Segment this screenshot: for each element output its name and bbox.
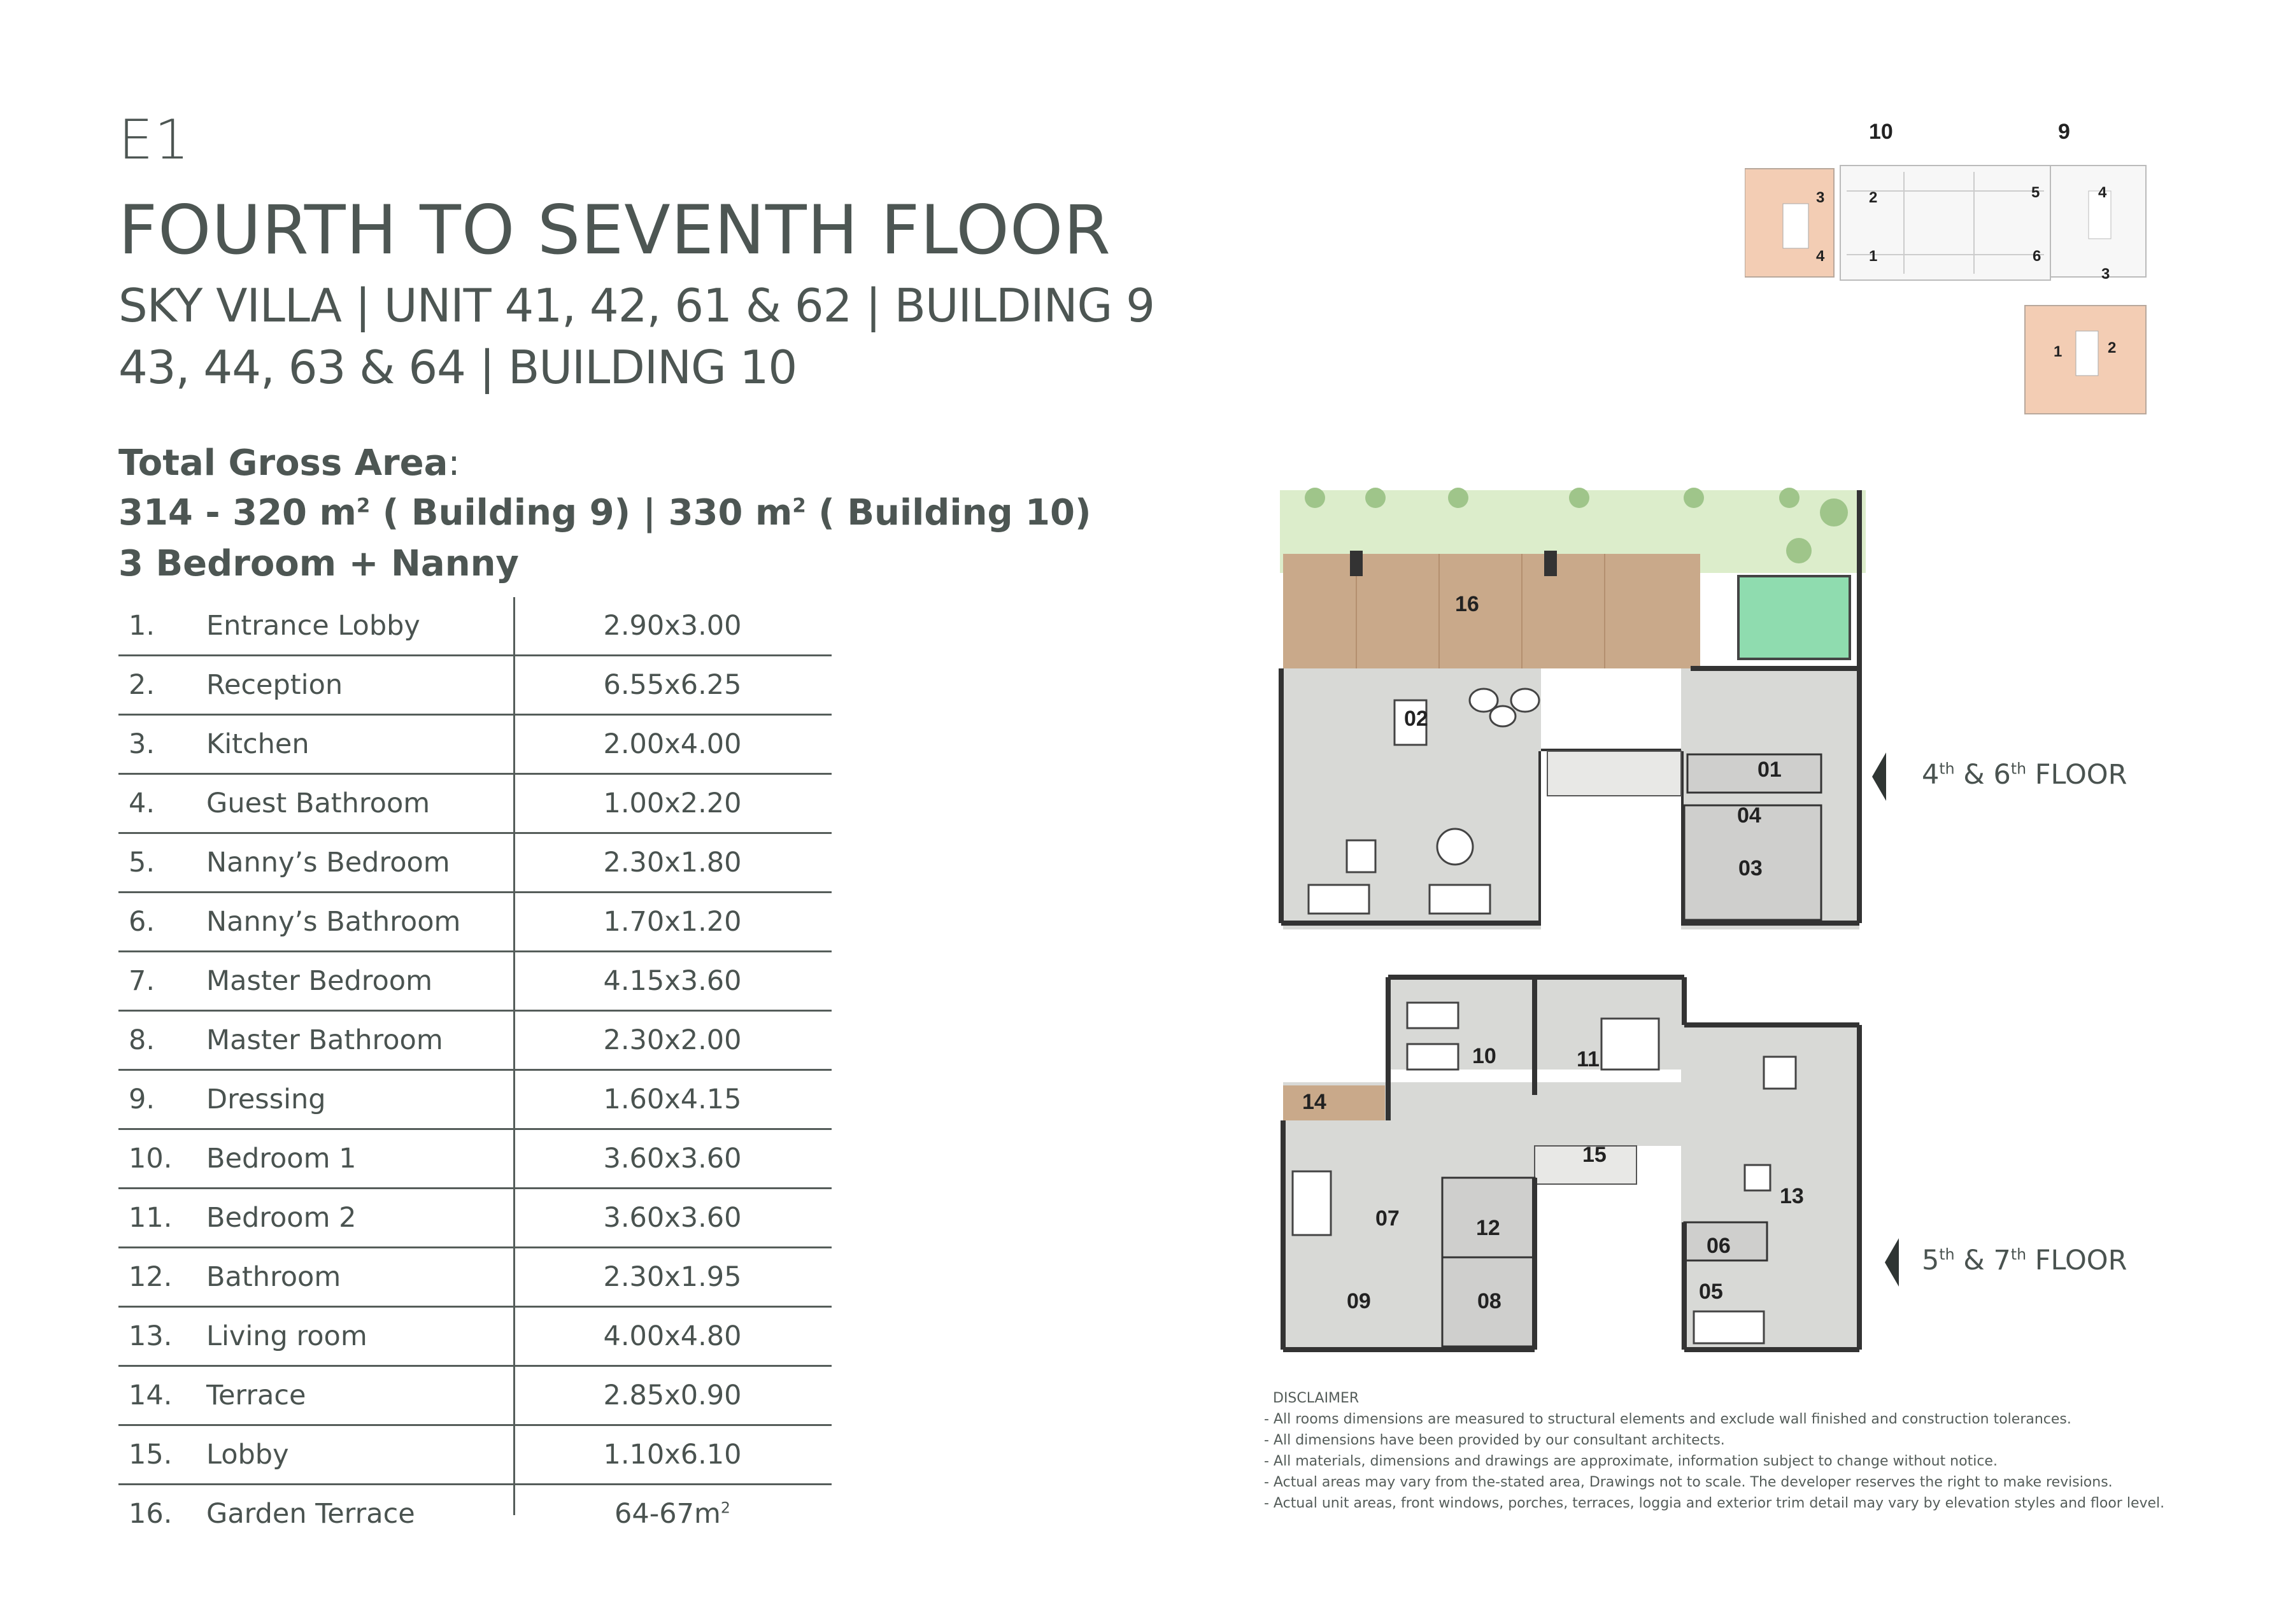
room-number: 1. [129, 610, 155, 642]
arrow-left-icon [1872, 752, 1886, 801]
room-name: Bathroom [206, 1261, 341, 1293]
disclaimer-item: - Actual unit areas, front windows, porches, terraces, loggia and exterior trim detail may vary by elevation styles and floor level. [1264, 1495, 2165, 1511]
room-dimensions: 3.60x3.60 [603, 1202, 742, 1234]
gross-area-label: Total Gross Area: [118, 442, 460, 484]
subtitle-line-1: SKY VILLA | UNIT 41, 42, 61 & 62 | BUILDING 9 [118, 279, 1154, 332]
room-dimensions: 1.00x2.20 [603, 787, 742, 819]
room-number: 7. [129, 965, 155, 997]
floor-plan-4th-6th [1274, 471, 1872, 929]
room-dimensions: 2.85x0.90 [603, 1380, 742, 1411]
floor-label-4th-6th: 4th & 6th FLOOR [1922, 759, 2127, 791]
room-number: 15. [129, 1439, 173, 1471]
room-dimensions: 4.00x4.80 [603, 1320, 742, 1352]
room-name: Dressing [206, 1084, 326, 1115]
table-row [118, 1130, 832, 1189]
key-plan-unit-label: 2 [1869, 189, 1878, 206]
key-plan-unit-label: 3 [2101, 265, 2110, 283]
room-dimensions: $64-67m^2$ [614, 1498, 730, 1530]
room-label: 05 [1699, 1280, 1723, 1304]
disclaimer [1264, 1388, 2164, 1514]
room-name: Master Bedroom [206, 965, 433, 997]
room-label: 09 [1347, 1289, 1371, 1313]
room-dimensions: 2.30x2.00 [603, 1024, 742, 1056]
room-name: Nanny’s Bedroom [206, 847, 450, 879]
room-name: Nanny’s Bathroom [206, 906, 461, 938]
room-number: 9. [129, 1084, 155, 1115]
table-row [118, 1189, 832, 1248]
room-label: 16 [1455, 592, 1479, 616]
room-dimensions: 3.60x3.60 [603, 1143, 742, 1175]
table-row [118, 1071, 832, 1130]
room-number: 4. [129, 787, 155, 819]
room-name: Bedroom 2 [206, 1202, 357, 1234]
room-dimensions: 1.60x4.15 [603, 1084, 742, 1115]
key-plan-unit-label: 4 [2098, 184, 2107, 201]
room-number: 5. [129, 847, 155, 879]
page-title: FOURTH TO SEVENTH FLOOR [118, 191, 1111, 269]
room-name: Lobby [206, 1439, 289, 1471]
room-dimensions: 2.30x1.95 [603, 1261, 742, 1293]
room-number: 3. [129, 728, 155, 760]
room-number: 2. [129, 669, 155, 701]
key-plan-unit-label: 3 [1816, 189, 1825, 206]
room-number: 11. [129, 1202, 173, 1234]
room-dimensions: 1.10x6.10 [603, 1439, 742, 1471]
room-dimensions: 1.70x1.20 [603, 906, 742, 938]
table-row [118, 1308, 832, 1367]
room-label: 08 [1477, 1289, 1502, 1313]
room-label: 02 [1404, 707, 1428, 731]
disclaimer-title: DISCLAIMER [1273, 1390, 1360, 1406]
unit-code: E1 [118, 108, 191, 172]
room-name: Bedroom 1 [206, 1143, 357, 1175]
table-row [118, 1012, 832, 1071]
room-name: Kitchen [206, 728, 309, 760]
disclaimer-item: - All rooms dimensions are measured to structural elements and exclude wall finished and construction tolerances. [1264, 1411, 2071, 1427]
table-row [118, 775, 832, 834]
room-number: 14. [129, 1380, 173, 1411]
room-name: Master Bathroom [206, 1024, 443, 1056]
table-row [118, 1248, 832, 1308]
table-row [118, 716, 832, 775]
floor-plan-5th-7th [1274, 968, 1872, 1362]
table-row [118, 656, 832, 716]
table-row [118, 597, 832, 656]
room-label: 04 [1737, 803, 1761, 828]
subtitle-line-2: 43, 44, 63 & 64 | BUILDING 10 [118, 341, 797, 394]
gross-area-value: 314 - 320 $m^2$ ( Building 9) | 330 $m^2$ ( Building 10) [118, 492, 1091, 533]
floor-label-5th-7th: 5th & 7th FLOOR [1922, 1245, 2127, 1276]
key-plan-diagram [1745, 115, 2152, 420]
table-column-divider [513, 597, 515, 1515]
table-row [118, 952, 832, 1012]
room-name: Garden Terrace [206, 1498, 415, 1530]
room-label: 11 [1577, 1047, 1600, 1071]
bedroom-config: 3 Bedroom + Nanny [118, 543, 519, 584]
key-plan-building-label: 10 [1869, 120, 1893, 144]
room-dimensions: 2.30x1.80 [603, 847, 742, 879]
disclaimer-item: - All dimensions have been provided by our consultant architects. [1264, 1432, 1725, 1448]
key-plan-unit-label: 1 [1869, 248, 1878, 265]
key-plan-unit-label: 5 [2031, 184, 2040, 201]
room-label: 15 [1582, 1143, 1607, 1167]
room-dimensions: 4.15x3.60 [603, 965, 742, 997]
table-row [118, 1367, 832, 1426]
room-label: 13 [1780, 1184, 1804, 1208]
room-schedule-table [118, 597, 832, 1543]
room-number: 16. [129, 1498, 173, 1530]
room-name: Entrance Lobby [206, 610, 420, 642]
room-number: 10. [129, 1143, 173, 1175]
room-label: 03 [1738, 856, 1763, 880]
table-row [118, 1485, 832, 1543]
arrow-left-icon [1885, 1238, 1899, 1287]
room-name: Guest Bathroom [206, 787, 430, 819]
room-number: 6. [129, 906, 155, 938]
room-number: 8. [129, 1024, 155, 1056]
key-plan-unit-label: 4 [1816, 248, 1825, 265]
disclaimer-item: - Actual areas may vary from the-stated area, Drawings not to scale. The developer reserves the right to make revisions. [1264, 1474, 2113, 1490]
key-plan-unit-label: 6 [2033, 248, 2041, 265]
room-label: 07 [1375, 1206, 1400, 1231]
room-label: 01 [1757, 758, 1782, 782]
room-label: 10 [1472, 1044, 1496, 1068]
room-number: 13. [129, 1320, 173, 1352]
table-row [118, 834, 832, 893]
room-dimensions: 2.00x4.00 [603, 728, 742, 760]
room-label: 12 [1476, 1216, 1500, 1240]
key-plan-unit-label: 1 [2054, 343, 2062, 360]
room-name: Terrace [206, 1380, 306, 1411]
room-label: 06 [1707, 1234, 1731, 1258]
room-dimensions: 2.90x3.00 [603, 610, 742, 642]
key-plan-unit-label: 2 [2108, 339, 2117, 357]
room-name: Reception [206, 669, 343, 701]
room-dimensions: 6.55x6.25 [603, 669, 742, 701]
room-label: 14 [1302, 1090, 1326, 1114]
room-name: Living room [206, 1320, 367, 1352]
table-row [118, 893, 832, 952]
table-row [118, 1426, 832, 1485]
disclaimer-item: - All materials, dimensions and drawings are approximate, information subject to change without notice. [1264, 1453, 1998, 1469]
room-number: 12. [129, 1261, 173, 1293]
key-plan-building-label: 9 [2058, 120, 2070, 144]
